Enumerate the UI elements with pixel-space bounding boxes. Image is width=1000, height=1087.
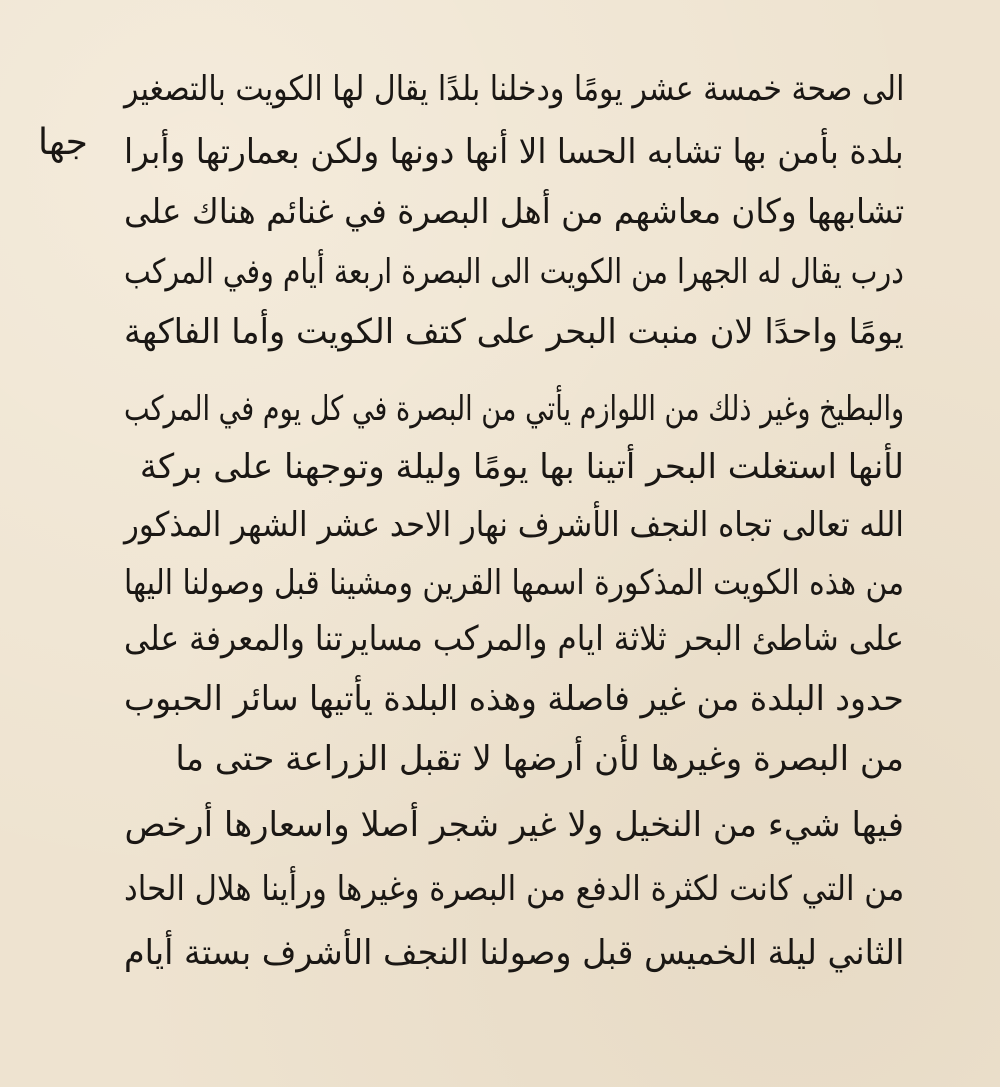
manuscript-line-13: فيها شيء من النخيل ولا غير شجر أصلا واسعارها أرخص (124, 805, 904, 845)
manuscript-line-7: لأنها استغلت البحر أتينا بها يومًا وليلة وتوجهنا على بركة (139, 447, 904, 487)
manuscript-line-1: الى صحة خمسة عشر يومًا ودخلنا بلدًا يقال لها الكويت بالتصغير (123, 69, 904, 109)
manuscript-line-14: من التي كانت لكثرة الدفع من البصرة وغيرها ورأينا هلال الحاد (123, 869, 904, 909)
manuscript-line-5: يومًا واحدًا لان منبت البحر على كتف الكويت وأما الفاكهة (124, 312, 904, 352)
manuscript-line-4: درب يقال له الجهرا من الكويت الى البصرة اربعة أيام وفي المركب (124, 252, 904, 292)
manuscript-line-3: تشابهها وكان معاشهم من أهل البصرة في غنائم هناك على (123, 192, 904, 232)
margin-note: جها (38, 122, 88, 163)
manuscript-line-8: الله تعالى تجاه النجف الأشرف نهار الاحد عشر الشهر المذكور (124, 505, 904, 545)
manuscript-line-11: حدود البلدة من غير فاصلة وهذه البلدة يأتيها سائر الحبوب (124, 679, 904, 719)
manuscript-line-2: بلدة بأمن بها تشابه الحسا الا أنها دونها ولكن بعمارتها وأبرا (124, 132, 904, 172)
manuscript-line-6: والبطيخ وغير ذلك من اللوازم يأتي من البصرة في كل يوم في المركب (123, 389, 904, 429)
manuscript-line-10: على شاطئ البحر ثلاثة ايام والمركب مسايرتنا والمعرفة على (124, 619, 904, 659)
manuscript-line-9: من هذه الكويت المذكورة اسمها القرين ومشينا قبل وصولنا اليها (123, 563, 904, 603)
manuscript-line-12: من البصرة وغيرها لأن أرضها لا تقبل الزراعة حتى ما (175, 739, 904, 779)
manuscript-line-15: الثاني ليلة الخميس قبل وصولنا النجف الأشرف بستة أيام (123, 933, 904, 973)
